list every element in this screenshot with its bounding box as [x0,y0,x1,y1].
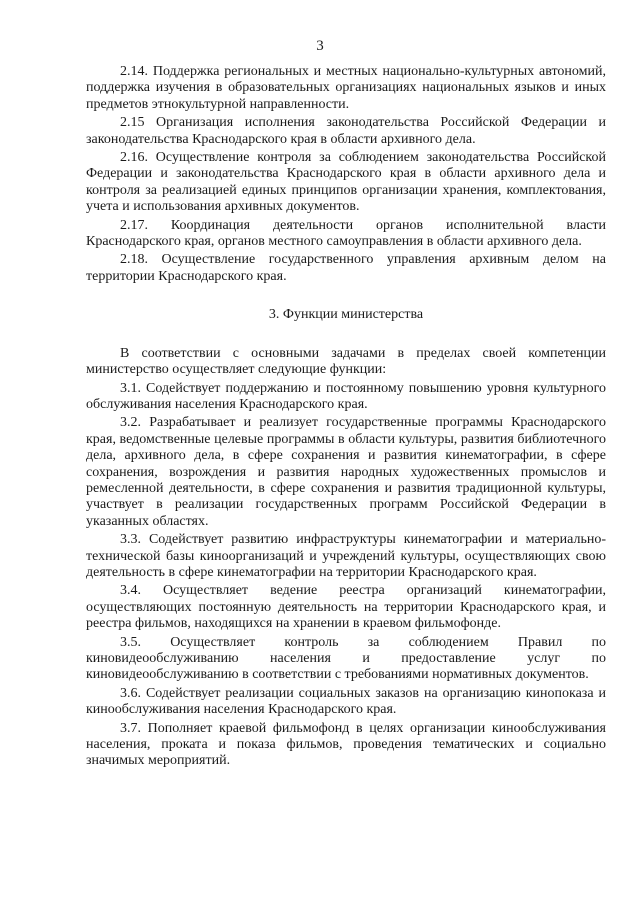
paragraph-3-5: 3.5. Осуществляет контроль за соблюдением Правил по киновидеообслуживанию населения и предоставление услуг по киновидеообслуживанию в соответствии с требованиями нормативных документов. [86,634,606,683]
paragraph-2-14: 2.14. Поддержка региональных и местных национально-культурных автономий, поддержка изучения в образовательных организациях национальных языков и иных предметов этнокультурной направленности. [86,64,606,112]
section-heading: 3. Функции министерства [268,307,424,323]
paragraph-2-15: 2.15 Организация исполнения законодательства Российской Федерации и законодательства Краснодарского края в области архивного дела. [86,115,606,147]
document-body [86,64,606,772]
paragraph-3-1: 3.1. Содействует поддержанию и постоянному повышению уровня культурного обслуживания населения Краснодарского края. [86,380,606,412]
paragraph-3-6: 3.6. Содействует реализации социальных заказов на организацию кинопоказа и кинообслуживания населения Краснодарского края. [86,685,606,718]
paragraph-2-16: 2.16. Осуществление контроля за соблюдением законодательства Российской Федерации и законодательства Краснодарского края в области архивного дела и контроля за реализацией единых принципов организации хранения, комплектования, учета и использования архивных документов. [86,150,606,215]
paragraph-3-2: 3.2. Разрабатывает и реализует государственные программы Краснодарского края, ведомственные целевые программы в области культуры, развития библиотечного дела, архивного дела, в сфере сохранения и развития кинематографии, в сфере сохранения, возрождения и развития народных художественных промыслов и ремесленной деятельности, в сфере сохранения и развития традиционной культуры, участвует в реализации государственных программ Российской Федерации в указанных областях. [86,415,606,529]
paragraph-3-7: 3.7. Пополняет краевой фильмофонд в целях организации кинообслуживания населения, проката и показа фильмов, проведения тематических и социально значимых мероприятий. [86,720,606,769]
paragraph-2-18: 2.18. Осуществление государственного управления архивным делом на территории Краснодарского края. [86,252,606,284]
paragraph-intro: В соответствии с основными задачами в пределах своей компетенции министерство осуществляет следующие функции: [86,345,606,378]
page-number: 3 [316,38,324,54]
paragraph-3-4: 3.4. Осуществляет ведение реестра организаций кинематографии, осуществляющих постоянную деятельность на территории Краснодарского края, и реестра фильмов, находящихся на хранении в краевом фильмофонде. [86,583,606,632]
paragraph-3-3: 3.3. Содействует развитию инфраструктуры кинематографии и материально-технической базы киноорганизаций и учреждений культуры, осуществляющих свою деятельность в сфере кинематографии на территории Краснодарского края. [86,532,606,580]
paragraph-2-17: 2.17. Координация деятельности органов исполнительной власти Краснодарского края, органов местного самоуправления в области архивного дела. [86,217,606,250]
